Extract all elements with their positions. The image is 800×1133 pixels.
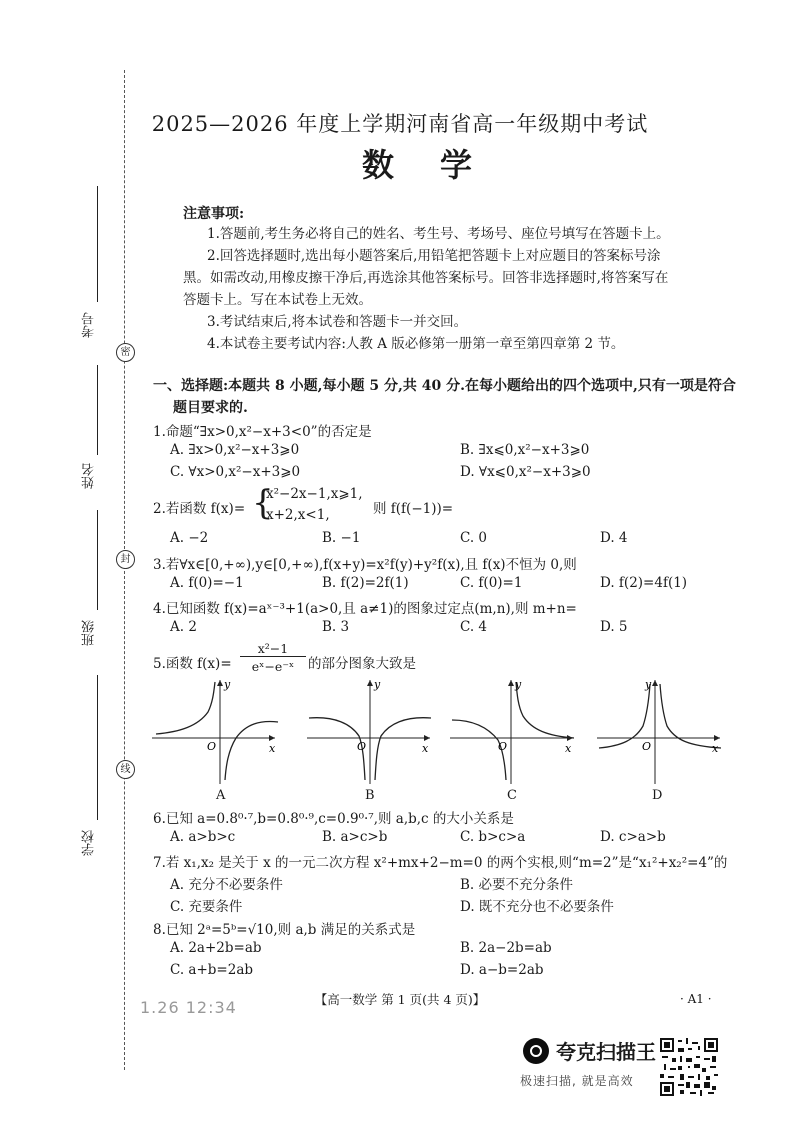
svg-text:O: O (498, 740, 508, 753)
seal-mark-xian: 线 (116, 760, 135, 779)
scanner-slogan: 极速扫描, 就是高效 (520, 1074, 634, 1088)
q5-prefix: 5.函数 f(x)= (153, 656, 232, 672)
exam-title: 2025—2026 年度上学期河南省高一年级期中考试 (151, 112, 649, 136)
q8-option-c: C. a+b=2ab (170, 962, 254, 978)
q7-option-a: A. 充分不必要条件 (170, 877, 283, 893)
svg-text:x: x (269, 742, 276, 755)
svg-text:O: O (207, 740, 217, 753)
q8-stem: 8.已知 2ᵃ=5ᵇ=√10,则 a,b 满足的关系式是 (153, 922, 416, 938)
q7-option-d: D. 既不充分也不必要条件 (460, 899, 614, 915)
q8-option-d: D. a−b=2ab (460, 962, 544, 978)
q5-graph-c (448, 676, 578, 786)
field-label-school: 学校 (82, 830, 97, 856)
q3-option-b: B. f(2)=2f(1) (322, 575, 409, 591)
q1-option-b: B. ∃x⩽0,x²−x+3⩾0 (460, 442, 590, 458)
field-line-class (97, 510, 98, 610)
field-label-exam-number: 考号 (82, 312, 97, 338)
q4-option-d: D. 5 (600, 619, 628, 635)
field-line-school (97, 675, 98, 820)
q4-option-a: A. 2 (170, 619, 197, 635)
notice-item-3: 3.考试结束后,将本试卷和答题卡一并交回。 (207, 314, 468, 330)
seal-mark-mi: 密 (116, 343, 135, 362)
q5-numerator: x²−1 (240, 641, 306, 657)
q6-option-a: A. a>b>c (170, 829, 236, 845)
q7-stem: 7.若 x₁,x₂ 是关于 x 的一元二次方程 x²+mx+2−m=0 的两个实根,则“m=2”是“x₁²+x₂²=4”的 (153, 855, 728, 871)
scanner-brand: 夸克扫描王 (556, 1040, 656, 1064)
scanner-logo-icon (523, 1038, 549, 1064)
q2-option-c: C. 0 (460, 530, 488, 546)
q5-suffix: 的部分图象大致是 (308, 656, 416, 672)
qr-code-icon (660, 1038, 718, 1096)
section-heading: 一、选择题:本题共 8 小题,每小题 5 分,共 40 分.在每小题给出的四个选项中,只有一项是符合 (153, 378, 736, 394)
svg-text:x: x (565, 742, 572, 755)
notice-item-1: 1.答题前,考生务必将自己的姓名、考生号、考场号、座位号填写在答题卡上。 (207, 226, 670, 242)
notice-item-2-cont: 黑。如需改动,用橡皮擦干净后,再选涂其他答案标号。回答非选择题时,将答案写在 (183, 270, 669, 286)
handwritten-note: 1.26 12:34 (140, 998, 237, 1017)
q4-option-c: C. 4 (460, 619, 488, 635)
q1-option-c: C. ∀x>0,x²−x+3⩾0 (170, 464, 301, 480)
q8-option-a: A. 2a+2b=ab (170, 940, 262, 956)
q2-option-b: B. −1 (322, 530, 361, 546)
q3-option-c: C. f(0)=1 (460, 575, 523, 591)
q2-prefix: 2.若函数 f(x)= (153, 501, 246, 517)
q1-option-d: D. ∀x⩽0,x²−x+3⩾0 (460, 464, 591, 480)
field-line-exam-number (97, 186, 98, 302)
svg-text:y: y (515, 678, 522, 691)
q5-denominator: eˣ−e⁻ˣ (251, 659, 295, 674)
notice-item-2: 2.回答选择题时,选出每小题答案后,用铅笔把答题卡上对应题目的答案标号涂 (207, 248, 661, 264)
q2-case-2: x+2,x<1, (266, 507, 330, 523)
field-label-class: 班级 (82, 620, 97, 646)
q3-stem: 3.若∀x∈[0,+∞),y∈[0,+∞),f(x+y)=x²f(y)+y²f(x),且 f(x)不恒为 0,则 (153, 557, 577, 573)
q1-option-a: A. ∃x>0,x²−x+3⩾0 (170, 442, 300, 458)
q5-graph-a (150, 676, 280, 786)
svg-text:x: x (712, 742, 719, 755)
svg-text:y: y (645, 678, 652, 691)
section-heading-cont: 题目要求的. (173, 400, 248, 416)
q2-option-d: D. 4 (600, 530, 628, 546)
q4-stem: 4.已知函数 f(x)=aˣ⁻³+1(a>0,且 a≠1)的图象过定点(m,n),则 m+n= (153, 601, 577, 617)
q2-case-1: x²−2x−1,x⩾1, (266, 486, 363, 502)
field-label-name: 姓名 (82, 463, 97, 489)
q6-option-c: C. b>c>a (460, 829, 526, 845)
field-line-name (97, 365, 98, 455)
q5-label-b: B (365, 788, 375, 803)
q2-suffix: 则 f(f(−1))= (373, 501, 454, 517)
q5-graph-d (595, 676, 725, 786)
q5-label-c: C (507, 788, 517, 803)
svg-text:y: y (374, 678, 381, 691)
q5-label-d: D (652, 788, 663, 803)
svg-text:x: x (422, 742, 429, 755)
q5-graph-b (305, 676, 435, 786)
notice-item-4: 4.本试卷主要考试内容:人教 A 版必修第一册第一章至第四章第 2 节。 (207, 336, 625, 352)
svg-text:O: O (357, 740, 367, 753)
page-id: · A1 · (680, 992, 712, 1006)
page-footer: 【高一数学 第 1 页(共 4 页)】 (314, 992, 486, 1007)
q6-stem: 6.已知 a=0.8⁰·⁷,b=0.8⁰·⁹,c=0.9⁰·⁷,则 a,b,c 的大小关系是 (153, 811, 514, 827)
svg-text:O: O (642, 740, 652, 753)
q3-option-d: D. f(2)=4f(1) (600, 575, 688, 591)
q2-option-a: A. −2 (170, 530, 209, 546)
q4-option-b: B. 3 (322, 619, 350, 635)
q7-option-b: B. 必要不充分条件 (460, 877, 574, 893)
q5-label-a: A (216, 788, 226, 803)
q2-brace: { (252, 483, 274, 523)
subject-title: 数学 (361, 146, 518, 184)
q8-option-b: B. 2a−2b=ab (460, 940, 552, 956)
q1-stem: 1.命题“∃x>0,x²−x+3<0”的否定是 (153, 424, 372, 440)
notice-heading: 注意事项: (183, 206, 245, 222)
svg-text:y: y (224, 678, 231, 691)
q7-option-c: C. 充要条件 (170, 899, 243, 915)
q6-option-b: B. a>c>b (322, 829, 388, 845)
q6-option-d: D. c>a>b (600, 829, 666, 845)
seal-mark-feng: 封 (116, 550, 135, 569)
notice-item-2-end: 答题卡上。写在本试卷上无效。 (183, 292, 372, 308)
binding-dashed-line (124, 70, 125, 1070)
q3-option-a: A. f(0)=−1 (170, 575, 244, 591)
